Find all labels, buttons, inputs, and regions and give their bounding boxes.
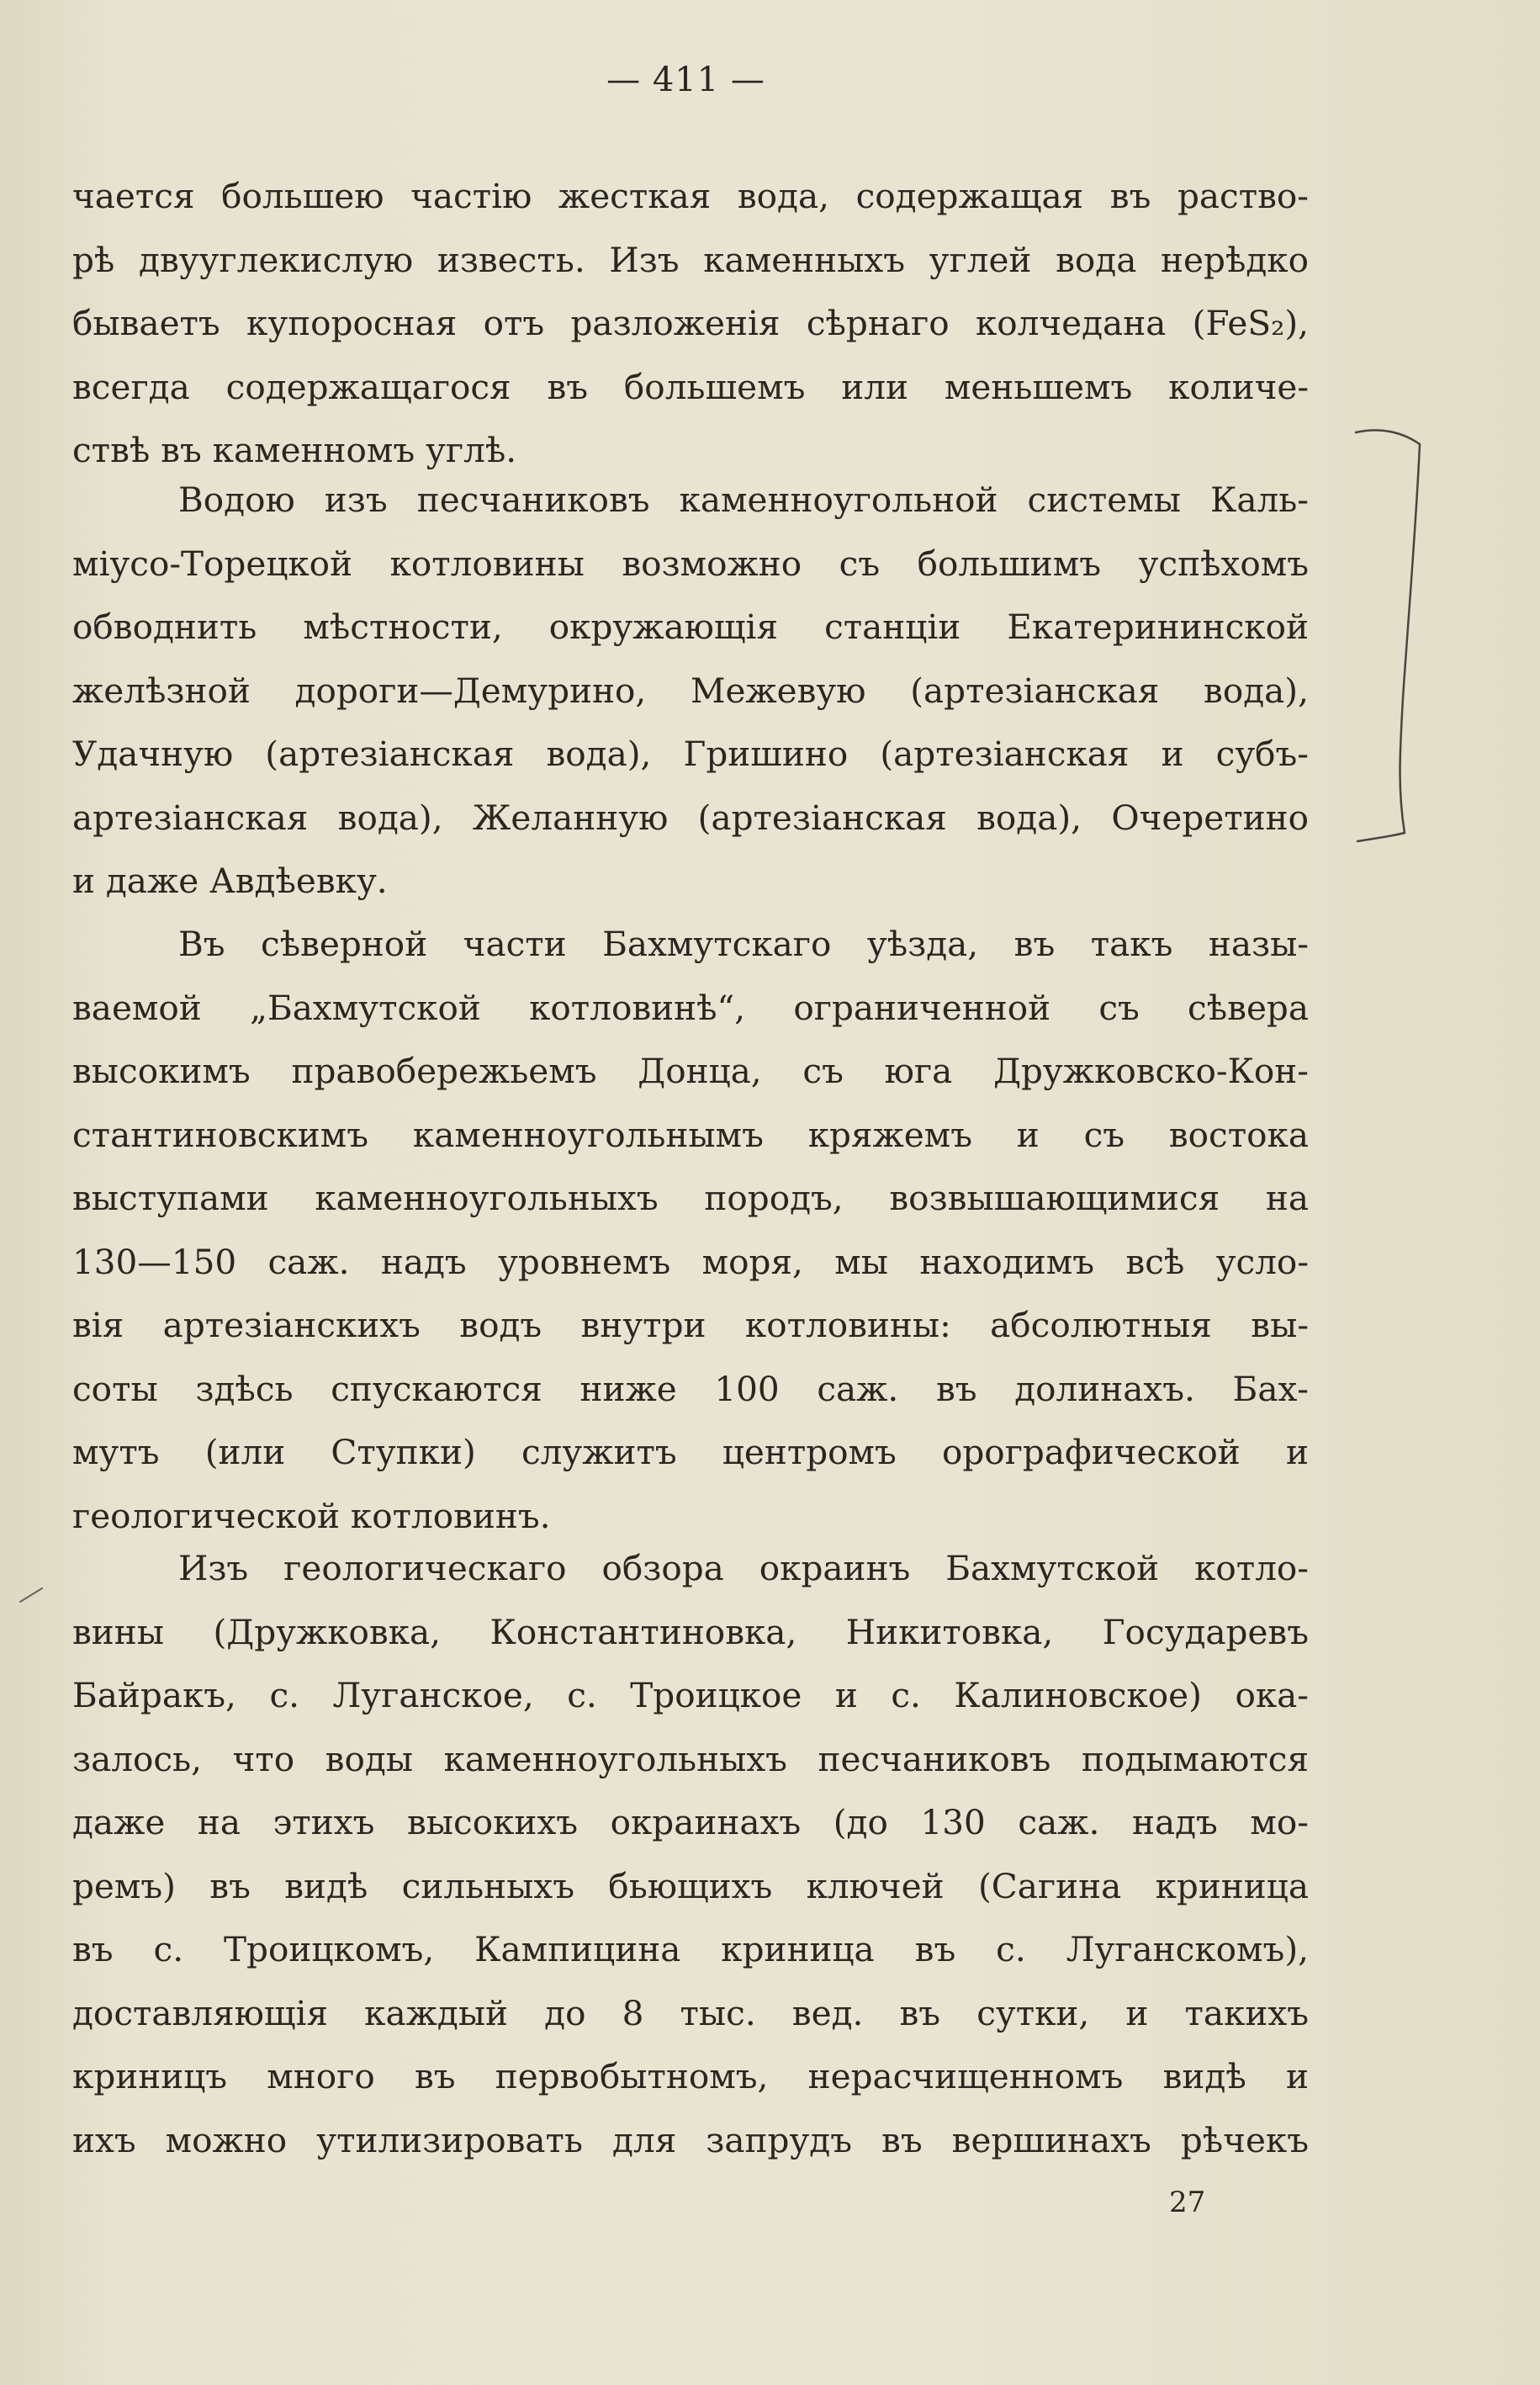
text-line: бываетъ купоросная отъ разложенія сѣрнаго колчедана (FeS₂), [72,303,1309,343]
paragraph-1 [72,165,1309,483]
text-line: Изъ геологическаго обзора окраинъ Бахмутской котло- [178,1548,1309,1588]
text-line: Удачную (артезіанская вода), Гришино (артезіанская и субъ- [72,734,1309,774]
text-line: Въ сѣверной части Бахмутскаго уѣзда, въ такъ назы- [178,924,1309,964]
text-line: міусо-Торецкой котловины возможно съ большимъ успѣхомъ [72,543,1309,584]
text-line: желѣзной дороги—Демурино, Межевую (артезіанская вода), [72,670,1309,711]
text-line: и даже Авдѣевку. [72,861,388,901]
text-line: артезіанская вода), Желанную (артезіанская вода), Очеретино [72,797,1309,838]
text-line: геологической котловинъ. [72,1495,551,1536]
text-line: обводнить мѣстности, окружающія станціи Екатерининской [72,607,1309,647]
text-line: ствѣ въ каменномъ углѣ. [72,430,517,470]
text-line: рѣ двууглекислую известь. Изъ каменныхъ углей вода нерѣдко [72,239,1309,280]
text-line: ваемой „Бахмутской котловинѣ“, ограниченной съ сѣвера [72,987,1309,1028]
paragraph-2 [72,469,1309,914]
text-line: чается большею частію жесткая вода, содержащая въ раство- [72,176,1309,216]
text-line: ихъ можно утилизировать для запрудъ въ вершинахъ рѣчекъ [72,2119,1309,2160]
text-line: доставляющія каждый до 8 тыс. вед. въ сутки, и такихъ [72,1992,1309,2033]
text-line: соты здѣсь спускаются ниже 100 саж. въ долинахъ. Бах- [72,1368,1309,1409]
pencil-tick-mark [17,1582,50,1607]
text-line: Байракъ, с. Луганское, с. Троицкое и с. Калиновское) ока- [72,1675,1309,1715]
pencil-bracket-mark [1354,421,1430,858]
text-line: вія артезіанскихъ водъ внутри котловины: абсолютныя вы- [72,1305,1309,1345]
sheet-signature-number: 27 [1169,2186,1206,2219]
text-line: высокимъ правобережьемъ Донца, съ юга Дружковско-Кон- [72,1051,1309,1091]
text-line: вины (Дружковка, Константиновка, Никитовка, Государевъ [72,1611,1309,1652]
text-line: выступами каменноугольныхъ породъ, возвышающимися на [72,1178,1309,1218]
paragraph-3 [72,913,1309,1548]
text-line: 130—150 саж. надъ уровнемъ моря, мы находимъ всѣ усло- [72,1241,1309,1282]
text-line: всегда содержащагося въ большемъ или меньшемъ количе- [72,366,1309,407]
paragraph-4 [72,1537,1309,2172]
text-line: криницъ много въ первобытномъ, нерасчищенномъ видѣ и [72,2056,1309,2096]
text-line: ремъ) въ видѣ сильныхъ бьющихъ ключей (Сагина криница [72,1865,1309,1906]
text-line: залось, что воды каменноугольныхъ песчаниковъ подымаются [72,1738,1309,1779]
text-line: даже на этихъ высокихъ окраинахъ (до 130 саж. надъ мо- [72,1802,1309,1842]
text-line: стантиновскимъ каменноугольнымъ кряжемъ и съ востока [72,1114,1309,1155]
text-line: Водою изъ песчаниковъ каменноугольной системы Каль- [178,480,1309,520]
text-line: въ с. Троицкомъ, Кампицина криница въ с. Луганскомъ), [72,1929,1309,1969]
text-line: мутъ (или Ступки) служитъ центромъ орографической и [72,1432,1309,1472]
page-number: — 411 — [606,61,765,99]
